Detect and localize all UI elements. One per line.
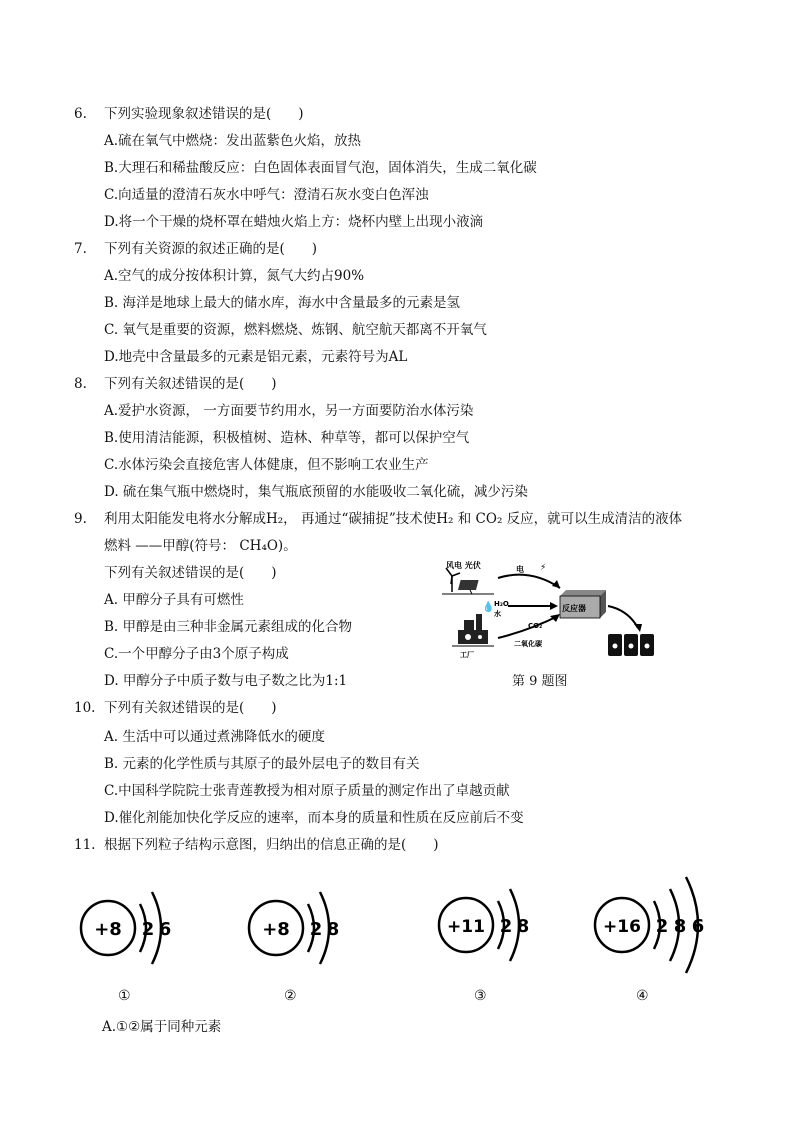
nucleus-charge: +16 (603, 917, 641, 937)
h2o-label: H₂O (494, 600, 509, 608)
atom-label-2: ② (284, 988, 297, 1004)
atom-diagram-4 (595, 877, 704, 973)
question-stem: 下列有关叙述错误的是( ) (104, 700, 277, 716)
option-b: B. 元素的化学性质与其原子的最外层电子的数目有关 (104, 756, 420, 772)
question-number: 8. (74, 376, 87, 392)
option-d: D.地壳中含量最多的元素是铝元素，元素符号为AL (104, 349, 408, 365)
option-c: C. 氧气是重要的资源，燃料燃烧、炼钢、航空航天都离不开氧气 (104, 322, 487, 338)
question-stem-sub: 下列有关叙述错误的是( ) (104, 565, 277, 581)
question-number: 7. (74, 241, 87, 257)
option-a: A.空气的成分按体积计算，氮气大约占90% (104, 268, 365, 284)
option-a: A.硫在氧气中燃烧：发出蓝紫色火焰，放热 (104, 133, 362, 149)
shell-1-electrons: 2 (655, 916, 669, 937)
atom-label-3: ③ (474, 988, 487, 1004)
nucleus-charge: +8 (94, 919, 122, 940)
nucleus-charge: +8 (262, 919, 290, 940)
question-number: 10. (74, 700, 96, 716)
option-d: D. 甲醇分子中质子数与电子数之比为1:1 (104, 673, 348, 689)
option-b: B. 海洋是地球上最大的储水库，海水中含量最多的元素是氢 (104, 295, 461, 311)
question-stem: 根据下列粒子结构示意图，归纳出的信息正确的是( ) (104, 837, 439, 853)
methanol-production-diagram (440, 560, 670, 665)
option-c: C.中国科学院院士张青莲教授为相对原子质量的测定作出了卓越贡献 (104, 783, 510, 799)
option-d: D.将一个干燥的烧杯罩在蜡烛火焰上方：烧杯内壁上出现小液滴 (104, 214, 484, 230)
electricity-label: 电 (516, 565, 524, 574)
co2-label: CO₂ (528, 622, 543, 630)
water-drop-icon: 💧 (482, 602, 495, 613)
question-number: 6. (74, 106, 87, 122)
question-stem: 下列有关叙述错误的是( ) (104, 376, 277, 392)
shell-3-electrons: 6 (691, 916, 705, 937)
question-11 (74, 835, 439, 855)
wind-solar-label: 风电 光伏 (446, 561, 481, 570)
shell-2-electrons: 8 (673, 916, 687, 937)
question-stem-cont: 燃料 ——甲醇(符号： CH₄O)。 (104, 538, 297, 554)
option-c: C.一个甲醇分子由3个原子构成 (104, 646, 289, 662)
output-arrow (608, 606, 638, 628)
option-d: D.催化剂能加快化学反应的速率，而本身的质量和性质在反应前后不变 (104, 810, 524, 826)
option-b: B. 甲醇是由三种非金属元素组成的化合物 (104, 619, 353, 635)
atom-label-4: ④ (636, 988, 649, 1004)
atom-diagram-2 (249, 892, 339, 964)
wind-turbine-icon (446, 568, 460, 592)
question-9 (74, 509, 682, 529)
shell-1-electrons: 2 (309, 919, 323, 940)
option-c: C.水体污染会直接危害人体健康，但不影响工农业生产 (104, 457, 429, 473)
option-d: D. 硫在集气瓶中燃烧时，集气瓶底预留的水能吸收二氧化硫，减少污染 (104, 484, 528, 500)
shell-1-electrons: 2 (141, 919, 155, 940)
figure-caption: 第 9 题图 (512, 674, 568, 689)
shell-2-electrons: 8 (326, 919, 340, 940)
atom-diagram-1 (81, 892, 171, 964)
question-stem: 下列有关资源的叙述正确的是( ) (104, 241, 318, 257)
shell-2-electrons: 8 (516, 916, 530, 937)
option-a: A. 甲醇分子具有可燃性 (104, 592, 244, 608)
lightning-icon: ⚡ (540, 563, 547, 573)
electricity-arrow (498, 575, 560, 588)
question-stem: 下列实验现象叙述错误的是( ) (104, 106, 304, 122)
option-a: A.①②属于同种元素 (102, 1019, 222, 1035)
atom-diagram-3 (439, 889, 529, 961)
solar-panel-icon (458, 580, 479, 594)
co2-cn-label: 二氧化碳 (514, 640, 542, 648)
factory-icon (458, 614, 488, 644)
question-7 (74, 239, 317, 259)
question-stem: 利用太阳能发电将水分解成H₂， 再通过“碳捕捉”技术使H₂ 和 CO₂ 反应，就可以生成清洁的液体 (104, 511, 683, 527)
question-8 (74, 374, 277, 394)
question-number: 9. (74, 511, 87, 527)
option-a: A.爱护水资源， 一方面要节约用水，另一方面要防治水体污染 (104, 403, 474, 419)
fuel-barrels-icon (608, 634, 654, 656)
factory-label: 工厂 (460, 651, 474, 659)
question-10 (74, 698, 277, 718)
option-b: B.使用清洁能源，积极植树、造林、种草等，都可以保护空气 (104, 430, 470, 446)
shell-2-electrons: 6 (158, 919, 172, 940)
option-b: B.大理石和稀盐酸反应：白色固体表面冒气泡，固体消失，生成二氧化碳 (104, 160, 537, 176)
question-6 (74, 104, 304, 124)
shell-1-electrons: 2 (499, 916, 513, 937)
option-a: A. 生活中可以通过煮沸降低水的硬度 (104, 729, 325, 745)
atom-label-1: ① (118, 988, 131, 1004)
nucleus-charge: +11 (447, 917, 485, 937)
option-c: C.向适量的澄清石灰水中呼气：澄清石灰水变白色浑浊 (104, 187, 429, 203)
water-label: 水 (494, 610, 501, 618)
reactor-label: 反应器 (562, 604, 586, 613)
question-number: 11. (74, 837, 96, 853)
atomic-structure-diagrams (70, 870, 730, 990)
